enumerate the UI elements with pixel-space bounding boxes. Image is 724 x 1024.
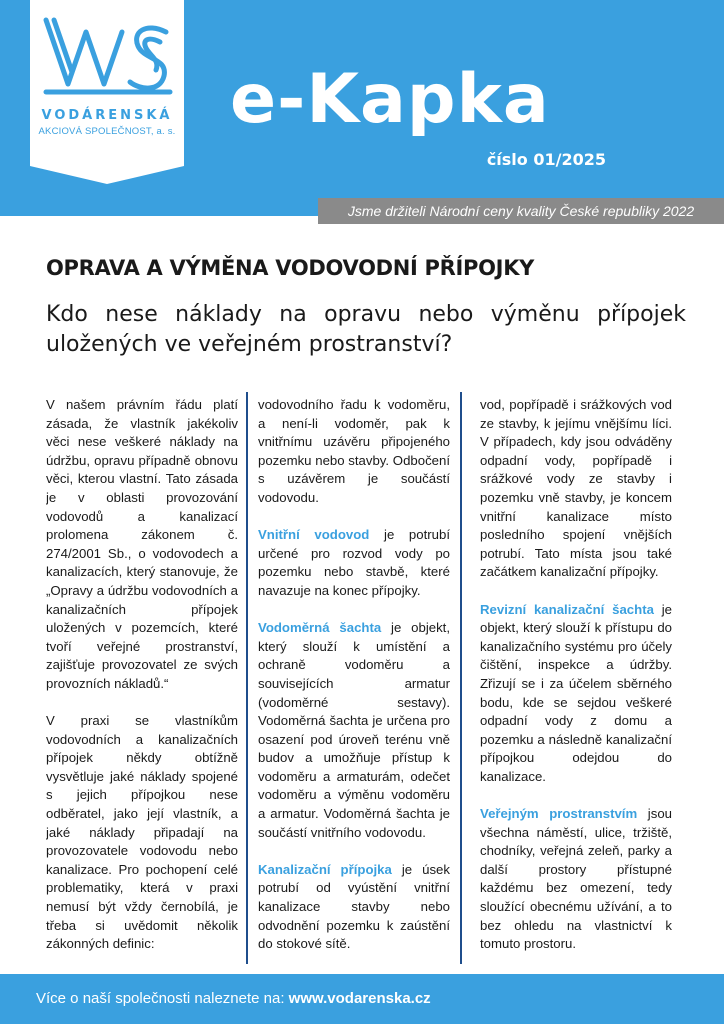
term-highlight: Veřejným prostranstvím <box>480 806 638 822</box>
article-headline: OPRAVA A VÝMĚNA VODOVODNÍ PŘÍPOJKY <box>46 256 535 280</box>
paragraph-text: je úsek potrubí od vyústění vnitřní kanalizace stavby nebo odvodnění pozemku k zaústění do stokové sítě. <box>258 861 450 952</box>
logo-subtitle: AKCIOVÁ SPOLEČNOST, a. s. <box>38 126 176 137</box>
footer-bar <box>0 974 724 1024</box>
article-subheadline: Kdo nese náklady na opravu nebo výměnu přípojek uložených ve veřejném prostranství? <box>46 302 686 357</box>
article-column-2 <box>258 396 450 962</box>
paragraph <box>258 619 450 842</box>
vas-logo-icon <box>42 14 174 102</box>
paragraph-text: je objekt, který slouží k umístění a ochraně vodoměru a souvisejících armatur (vodoměrné sestavy). Vodoměrná šachta je určena pro osazení pod úroveň terénu vně budov a umožňuje přístup k vodoměru a armaturám, odečet vodoměru a výměnu vodoměru a armatur. Vodoměrná šachta je součástí vnitřního vodovodu. <box>258 620 450 840</box>
term-highlight: Vodoměrná šachta <box>258 620 382 636</box>
article-column-1 <box>46 396 238 962</box>
term-highlight: Kanalizační přípojka <box>258 861 392 877</box>
term-highlight: Vnitřní vodovod <box>258 527 370 543</box>
newsletter-title: e-Kapka <box>230 60 550 139</box>
paragraph <box>258 861 450 954</box>
article-column-3 <box>480 396 672 962</box>
paragraph-text: je objekt, který slouží k přístupu do kanalizačního systému pro účely čištění, inspekce a údržby. Zřizují se i za účelem sběrného bodu, kde se sejdou veškeré odpadní vody z domu a pozemku a následně kanalizační přípojkou odejdou do kanalizace. <box>480 601 672 784</box>
paragraph <box>480 601 672 787</box>
logo-panel-notch <box>30 166 184 184</box>
award-banner: Jsme držiteli Národní ceny kvality České republiky 2022 <box>318 198 724 224</box>
paragraph-text: je potrubí určené pro rozvod vody po pozemku nebo stavbě, které navazuje na konec přípojky. <box>258 527 450 598</box>
paragraph: V praxi se vlastníkům vodovodních a kanalizačních přípojek někdy obtížně vysvětluje jaké náklady spojené s jejich přípojkou nese odběratel, jako její vlastník, a jaké náklady připadají na provozovatele vodovodu nebo kanalizace. Pro pochopení celé problematiky, která v praxi nemusí být vždy černobílá, je třeba si uvědomit několik zákonných definic: <box>46 713 238 952</box>
paragraph: vod, popřípadě i srážkových vod ze stavby, k jejímu vnějšímu líci. V případech, kdy jsou odváděny odpadní vody, popřípadě i srážkové vody ze stavby i pozemku vně stavby, je koncem vnitřní kanalizace místo posledního spojení vnějších potrubí. Tato místa jsou také začátkem kanalizační přípojky. <box>480 397 672 580</box>
issue-number: číslo 01/2025 <box>486 150 606 169</box>
website-link[interactable]: www.vodarenska.cz <box>288 990 431 1007</box>
paragraph <box>258 526 450 600</box>
paragraph: V našem právním řádu platí zásada, že vlastník jakékoliv věci nese veškeré náklady na údržbu, opravu případně obnovu věci, kterou vlastní. Tato zásada je v oblasti provozování vodovodů a kanalizací prolomena zákonem č. 274/2001 Sb., o vodovodech a kanalizacích, který stanovuje, že „Opravy a údržbu vodovodních a kanalizačních přípojek uložených v pozemcích, které tvoří veřejné prostranství, zajišťuje provozovatel ze svých provozních nákladů.“ <box>46 397 238 691</box>
paragraph <box>480 805 672 954</box>
logo-name: VODÁRENSKÁ <box>41 108 173 123</box>
footer-text: Více o naší společnosti naleznete na: <box>36 990 289 1007</box>
paragraph: vodovodního řadu k vodoměru, a není-li vodoměr, pak k vnitřnímu uzávěru připojeného pozemku nebo stavby. Odbočení s uzávěrem je součástí vodovodu. <box>258 397 450 505</box>
column-divider <box>460 392 462 964</box>
paragraph-text: jsou všechna náměstí, ulice, tržiště, chodníky, veřejná zeleň, parky a další prostory přístupné každému bez omezení, tedy sloužící obecnému užívání, a to bez ohledu na vlastnictví k tomuto prostoru. <box>480 806 672 952</box>
term-highlight: Revizní kanalizační šachta <box>480 601 654 617</box>
column-divider <box>246 392 248 964</box>
